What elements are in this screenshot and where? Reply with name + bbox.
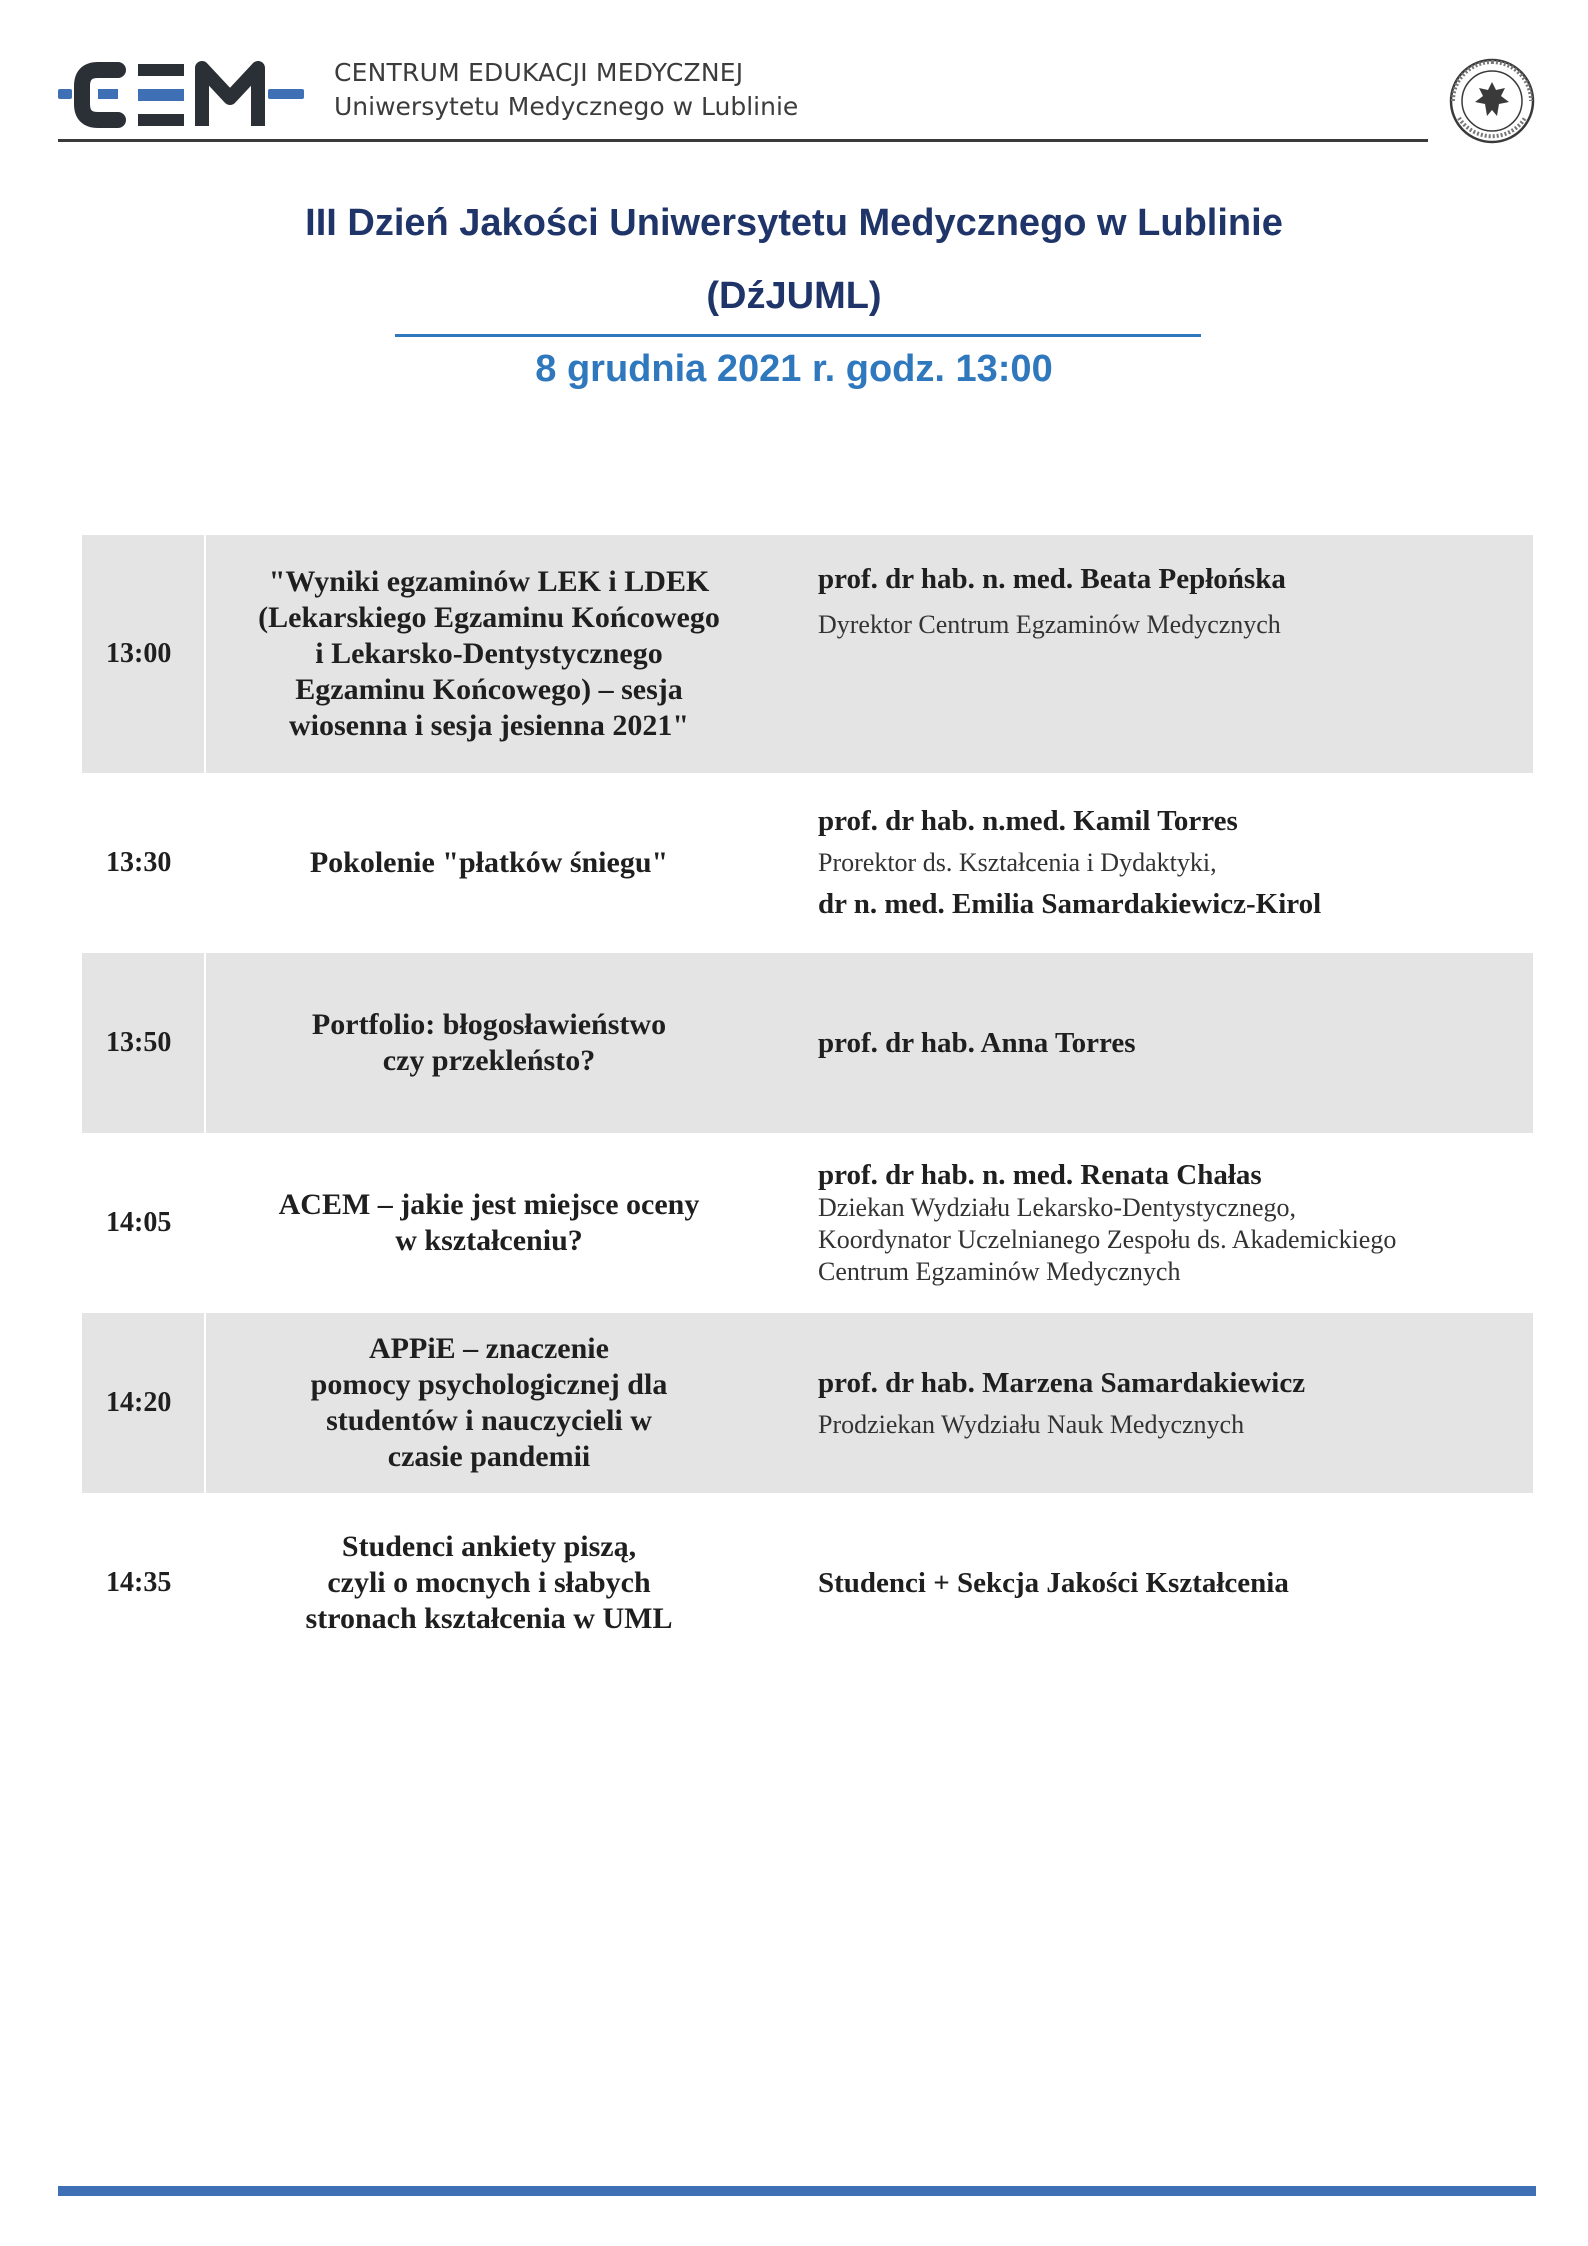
session-speakers	[774, 535, 1533, 640]
session-topic	[204, 1529, 774, 1637]
session-time: 14:20	[106, 1387, 172, 1418]
topic-line: i Lekarsko-Dentystycznego	[315, 637, 663, 670]
speaker-name: dr n. med. Emilia Samardakiewicz-Kirol	[818, 888, 1322, 920]
speaker-name: prof. dr hab. Anna Torres	[818, 1026, 1136, 1059]
topic-line: Egzaminu Końcowego) – sesja	[295, 673, 683, 706]
topic-line: wiosenna i sesja jesienna 2021"	[288, 709, 689, 742]
column-divider	[204, 535, 206, 773]
speaker-role: Koordynator Uczelnianego Zespołu ds. Akademickiego	[818, 1224, 1397, 1254]
program-row	[82, 953, 1533, 1133]
topic-line: Studenci ankiety piszą,	[341, 1530, 637, 1563]
session-speakers	[774, 1367, 1533, 1440]
footer-bar	[58, 2186, 1536, 2196]
cem-logo-icon	[58, 60, 308, 130]
session-speakers	[774, 1159, 1533, 1288]
speaker-name: prof. dr hab. n. med. Renata Chałas	[818, 1158, 1262, 1191]
topic-line: studentów i nauczycieli w	[326, 1404, 652, 1437]
session-speakers	[774, 1027, 1533, 1060]
topic-line: ACEM – jakie jest miejsce oceny	[278, 1188, 700, 1221]
topic-line: Pokolenie "płatków śniegu"	[309, 846, 669, 879]
topic-line: Portfolio: błogosławieństwo	[311, 1008, 667, 1041]
university-seal-icon	[1449, 58, 1535, 144]
session-topic	[204, 1007, 774, 1079]
program-row	[82, 1313, 1533, 1493]
institution-line-1: CENTRUM EDUKACJI MEDYCZNEJ	[334, 58, 744, 87]
speaker-name: prof. dr hab. n.med. Kamil Torres	[818, 805, 1238, 837]
topic-line: APPiE – znaczenie	[369, 1332, 609, 1365]
topic-line: czasie pandemii	[387, 1440, 591, 1473]
session-topic	[204, 1331, 774, 1475]
institution-line-2: Uniwersytetu Medycznego w Lublinie	[334, 92, 799, 121]
session-time: 14:05	[106, 1207, 172, 1238]
speaker-role: Dyrektor Centrum Egzaminów Medycznych	[818, 610, 1281, 639]
speaker-role: Prodziekan Wydziału Nauk Medycznych	[818, 1409, 1245, 1439]
speaker-role: Centrum Egzaminów Medycznych	[818, 1256, 1181, 1286]
topic-line: "Wyniki egzaminów LEK i LDEK	[268, 565, 710, 598]
program-row	[82, 773, 1533, 953]
header-divider	[58, 139, 1428, 142]
session-speakers	[774, 805, 1533, 921]
topic-line: pomocy psychologicznej dla	[310, 1368, 668, 1401]
speaker-role: Dziekan Wydziału Lekarsko-Dentystycznego,	[818, 1192, 1297, 1222]
session-speakers	[774, 1567, 1533, 1600]
column-divider	[204, 953, 206, 1133]
title-divider	[395, 334, 1201, 337]
topic-line: czyli o mocnych i słabych	[327, 1566, 651, 1599]
page-header	[58, 50, 1428, 140]
session-topic	[204, 1187, 774, 1259]
topic-line: (Lekarskiego Egzaminu Końcowego	[258, 601, 720, 634]
event-date: 8 grudnia 2021 r. godz. 13:00	[535, 348, 1053, 390]
column-divider	[204, 1313, 206, 1493]
topic-line: stronach kształcenia w UML	[305, 1602, 673, 1635]
event-title: III Dzień Jakości Uniwersytetu Medycznego w Lublinie	[305, 202, 1283, 244]
program-table	[82, 535, 1533, 1673]
speaker-name: prof. dr hab. Marzena Samardakiewicz	[818, 1366, 1306, 1399]
session-topic	[204, 564, 774, 744]
session-time: 14:35	[106, 1567, 172, 1598]
session-time: 13:30	[106, 847, 172, 878]
session-topic	[204, 845, 774, 881]
speaker-name: prof. dr hab. n. med. Beata Pepłońska	[818, 563, 1286, 595]
program-row	[82, 535, 1533, 773]
event-acronym: (DźJUML)	[706, 275, 882, 317]
speaker-role: Prorektor ds. Kształcenia i Dydaktyki,	[818, 848, 1217, 877]
speaker-name: Studenci + Sekcja Jakości Kształcenia	[818, 1566, 1289, 1599]
institution-name	[334, 56, 798, 124]
session-time: 13:50	[106, 1027, 172, 1058]
topic-line: w kształceniu?	[395, 1224, 583, 1257]
program-row	[82, 1133, 1533, 1313]
topic-line: czy przekleństo?	[382, 1044, 596, 1077]
session-time: 13:00	[106, 638, 172, 669]
program-row	[82, 1493, 1533, 1673]
